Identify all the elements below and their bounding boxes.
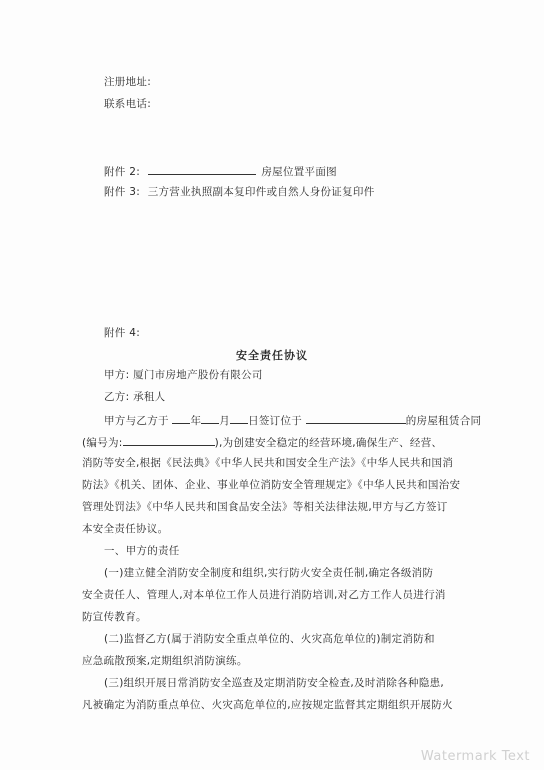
attachment-2-blank [148, 163, 256, 175]
year-blank [172, 412, 190, 424]
attachment-3-text: 三方营业执照副本复印件或自然人身份证复印件 [147, 186, 375, 198]
item3-line2: 凡被确定为消防重点单位、火灾高危单位的,应按规定监督其定期组织开展防火 [82, 699, 453, 711]
watermark: Watermark Text [420, 749, 530, 764]
month-label: 月 [219, 415, 231, 427]
para1-line4: 防法》《机关、团体、企业、事业单位消防安全管理规定》《中华人民共和国治安 [82, 479, 461, 491]
attachment-2-text: 房屋位置平面图 [261, 166, 337, 178]
attachment-2-label: 附件 2: [104, 166, 141, 178]
section-1-heading: 一、甲方的责任 [104, 545, 180, 557]
para1-line2 [82, 434, 442, 450]
registered-address-label: 注册地址: [104, 76, 152, 88]
contract-number-label: (编号为: [82, 437, 123, 449]
location-blank [306, 412, 406, 424]
attachment-4-label: 附件 4: [104, 327, 141, 339]
agreement-title: 安全责任协议 [236, 349, 308, 362]
attachment-3-label: 附件 3: [104, 186, 141, 198]
item3-line1: (三)组织开展日常消防安全巡查及定期消防安全检查,及时消除各种隐患, [104, 677, 445, 689]
para1-line6: 本安全责任协议。 [82, 523, 169, 535]
item2-line2: 应急疏散预案,定期组织消防演练。 [82, 655, 248, 667]
para1-text-b: ),为创建安全稳定的经营环境,确保生产、经营、 [214, 437, 443, 449]
party-a: 甲方: 厦门市房地产股份有限公司 [104, 369, 263, 381]
item1-line3: 防宣传教育。 [82, 611, 147, 623]
para1-line5: 管理处罚法》《中华人民共和国食品安全法》等相关法律法规,甲方与乙方签订 [82, 501, 448, 513]
para1-text-a: 甲方与乙方于 [104, 415, 169, 427]
year-label: 年 [190, 415, 202, 427]
item2-line1: (二)监督乙方(属于消防安全重点单位的、火灾高危单位的)制定消防和 [104, 633, 435, 645]
attachment-2 [104, 163, 337, 179]
para1-line1 [104, 412, 481, 428]
party-b: 乙方: 承租人 [104, 391, 166, 403]
contract-number-blank [123, 434, 215, 446]
item1-line1: (一)建立健全消防安全制度和组织,实行防火安全责任制,确定各级消防 [104, 567, 434, 579]
day-blank [230, 412, 248, 424]
attachment-3 [104, 185, 375, 199]
month-blank [201, 412, 219, 424]
day-label: 日签订位于 [248, 415, 303, 427]
para1-text-end: 的房屋租赁合同 [405, 415, 482, 427]
item1-line2: 安全责任人、管理人,对本单位工作人员进行消防培训,对乙方工作人员进行消 [82, 589, 446, 601]
para1-line3: 消防等安全,根据《民法典》《中华人民共和国安全生产法》《中华人民共和国消 [82, 457, 454, 469]
contact-phone-label: 联系电话: [104, 98, 152, 110]
